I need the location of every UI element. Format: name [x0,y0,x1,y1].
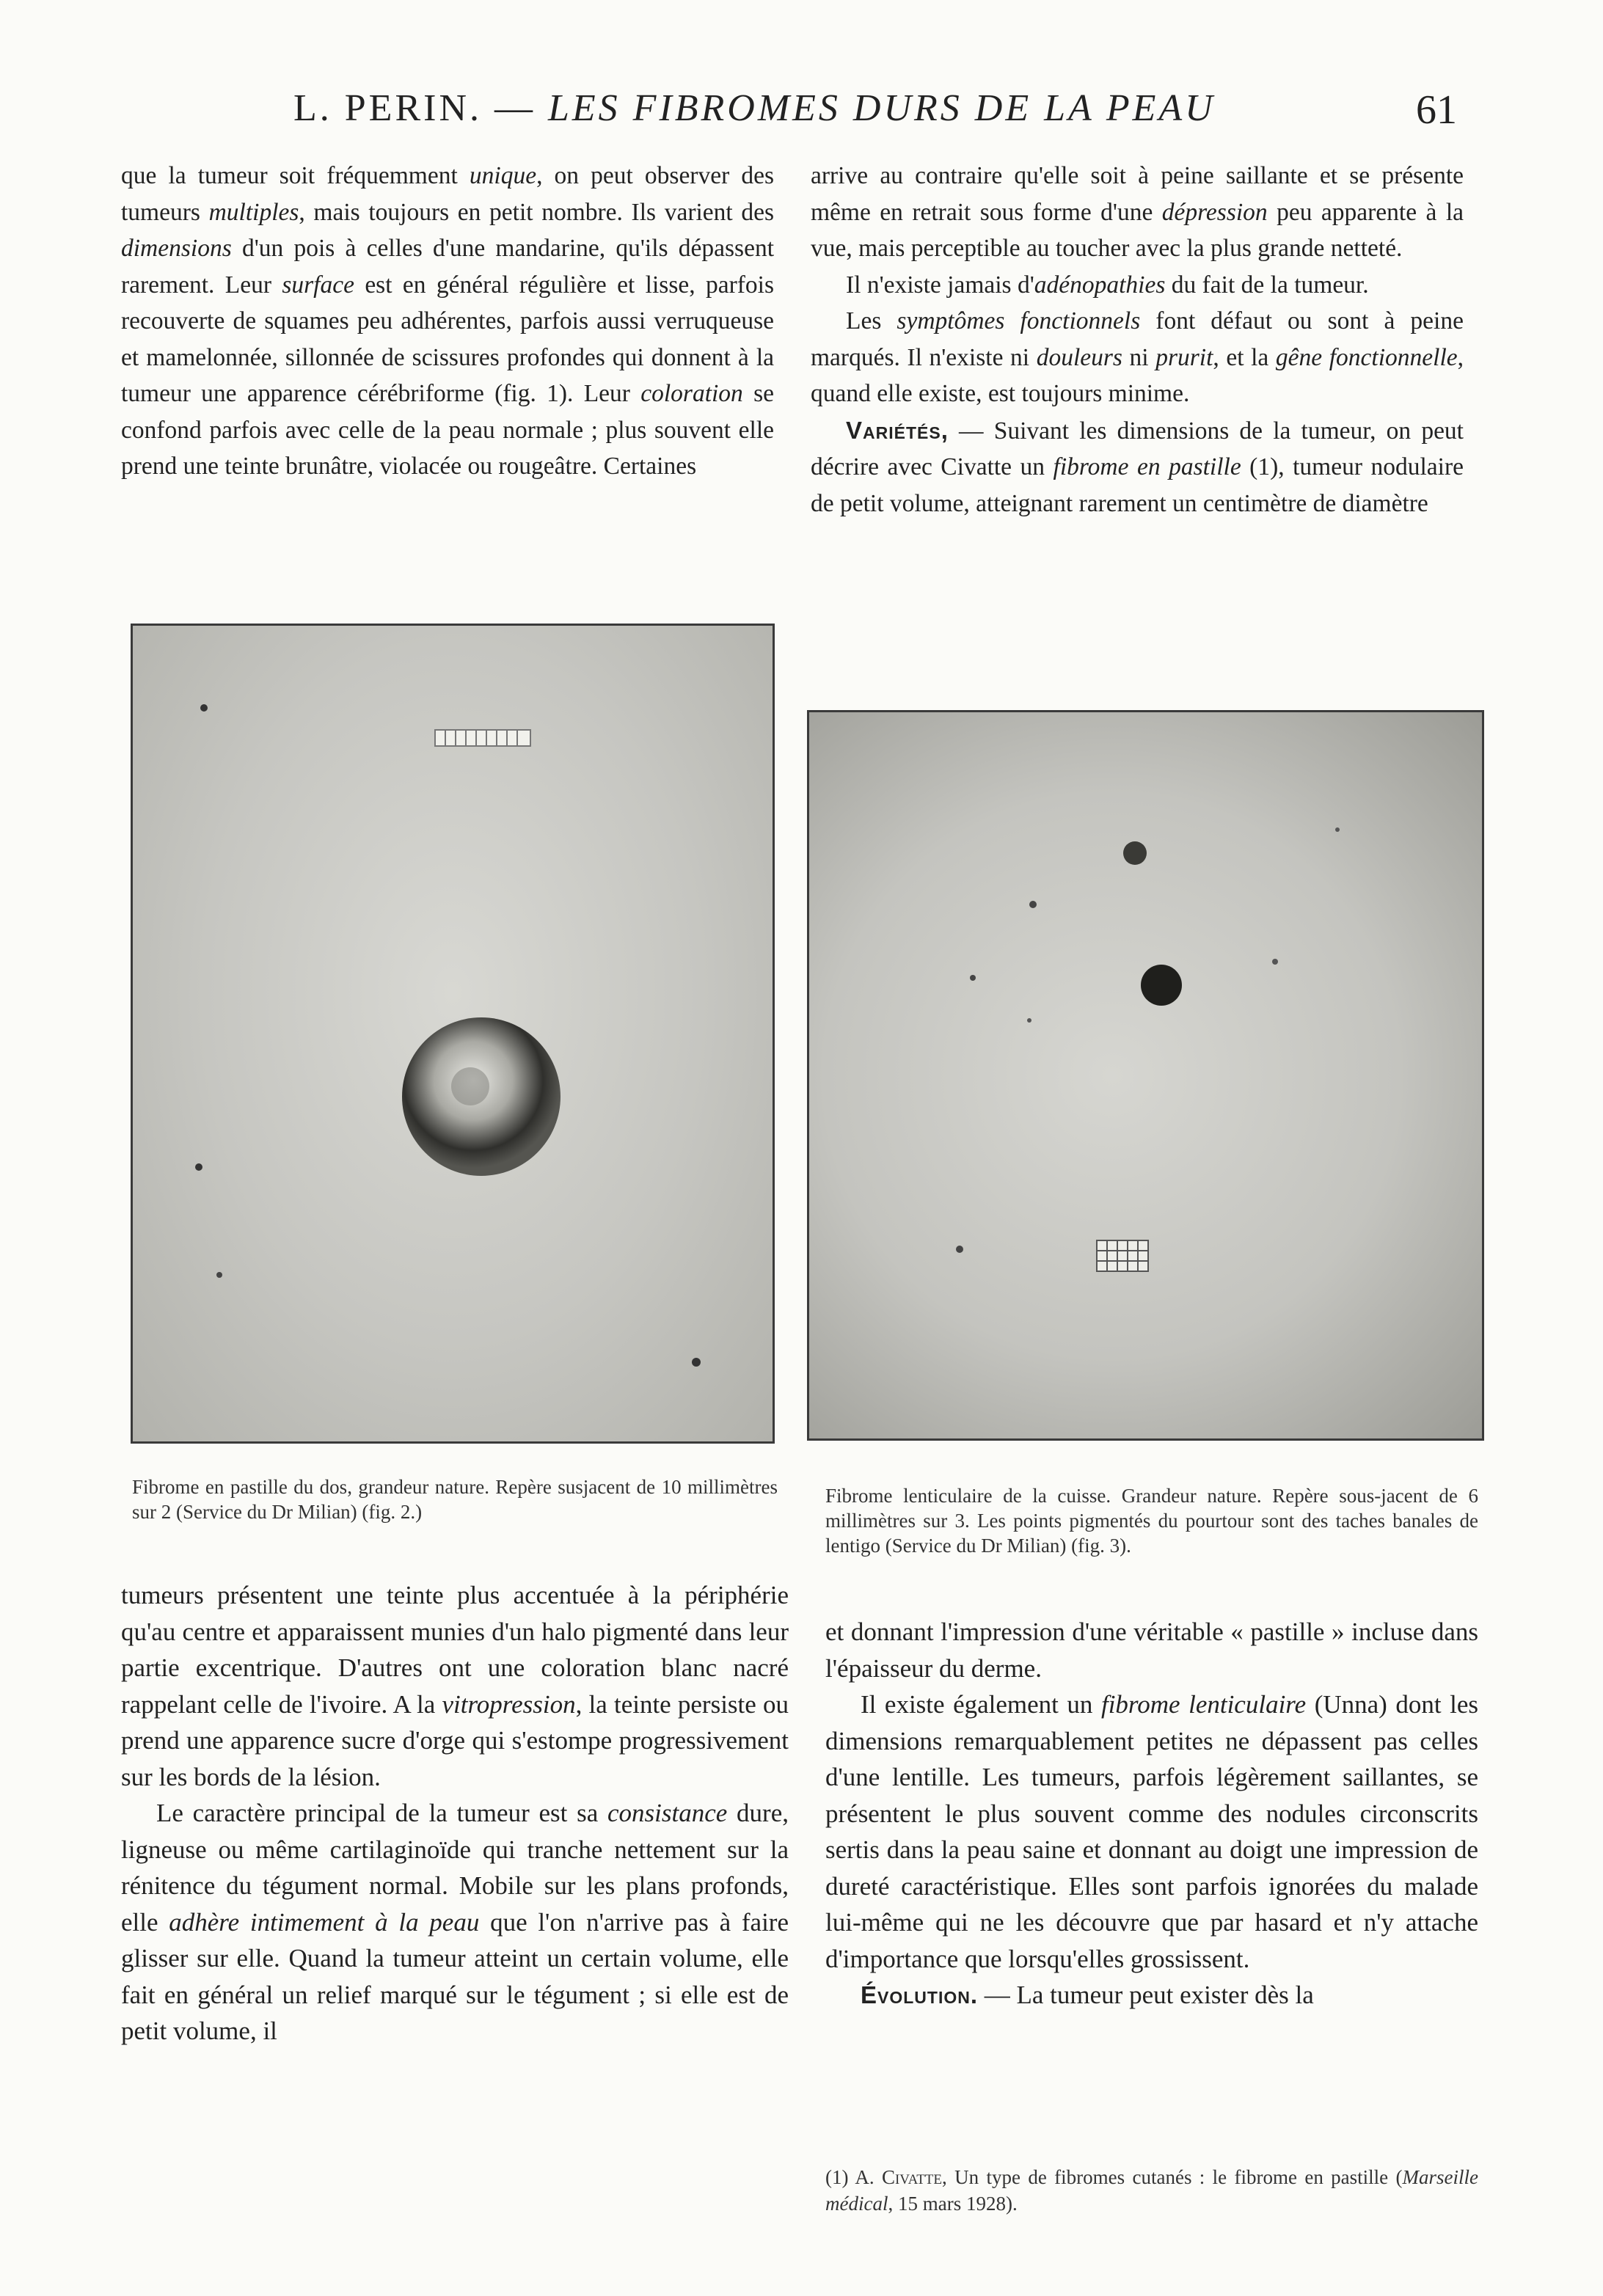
right-column-top [811,158,1464,522]
paragraph: Évolution. — La tumeur peut exister dès la [861,1981,1314,2009]
section-heading-evolution: Évolution. [861,1981,979,2008]
figure-3-caption: Fibrome lenticulaire de la cuisse. Grandeur nature. Repère sous-jacent de 6 millimètres sur 3. Les points pigmentés du pourtour sont des taches banales de lentigo (Service du Dr Milian) (fig. 3). [825,1485,1478,1557]
left-column-bottom [121,1577,789,2050]
figure-2-photo [131,624,775,1444]
scale-marker [435,730,530,746]
figure-2-caption: Fibrome en pastille du dos, grandeur nature. Repère susjacent de 10 millimètres sur 2 (Service du Dr Milian) (fig. 2.) [132,1476,778,1523]
right-column-bottom [825,1614,1478,2014]
page-number: 61 [1416,87,1457,133]
figure-3-photo [807,710,1484,1441]
paragraph: et donnant l'impression d'une véritable « pastille » incluse dans l'épaisseur du derme. [825,1617,1478,1683]
section-heading-varietes: Variétés, [846,416,949,444]
paragraph: tumeurs présentent une teinte plus accentuée à la périphérie qu'au centre et apparaissent munies d'un halo pigmenté dans leur partie excentrique. D'autres ont une coloration blanc nacré rappelant celle de l'ivoire. A la vitropression, la teinte persiste ou prend une apparence sucre d'orge qui s'estompe progressivement sur les bords de la lésion. [121,1581,789,1791]
left-column-top [121,158,774,485]
footnote: (1) A. Civatte, Un type de fibromes cutanés : le fibrome en pastille (Marseille médical, 15 mars 1928). [825,2166,1478,2215]
header-author: L. PERIN. [293,87,482,129]
paragraph: que la tumeur soit fréquemment unique, on peut observer des tumeurs multiples, mais toujours en petit nombre. Ils varient des dimensions d'un pois à celles d'une mandarine, qu'ils dépassent rarement. Leur surface est en général régulière et lisse, parfois recouverte de squames peu adhérentes, parfois aussi verruqueuse et mamelonnée, sillonnée de scissures profondes qui donnent à la tumeur une apparence cérébriforme (fig. 1). Leur coloration se confond parfois avec celle de la peau normale ; plus souvent elle prend une teinte brunâtre, violacée ou rougeâtre. Certaines [121,162,775,480]
paragraph: Les symptômes fonctionnels font défaut ou sont à peine marqués. Il n'existe ni douleurs ni prurit, et la gêne fonctionnelle, quand elle existe, est toujours minime. [811,307,1464,407]
paragraph: Il n'existe jamais d'adénopathies du fait de la tumeur. [846,271,1369,299]
scale-marker [1097,1240,1148,1271]
header-separator: — [494,87,536,129]
paragraph: Il existe également un fibrome lenticulaire (Unna) dont les dimensions remarquablement petites ne dépassent pas celles d'une lentille. Les tumeurs, parfois légèrement saillantes, se présentent le plus souvent comme des nodules circonscrits sertis dans la peau saine et donnant au doigt une impression de dureté caractéristique. Elles sont parfois ignorées du malade lui-même qui ne les découvre que par hasard et n'y attache d'importance que lorsqu'elles grossissent. [825,1690,1478,1973]
header-title: LES FIBROMES DURS DE LA PEAU [548,87,1216,129]
paragraph: arrive au contraire qu'elle soit à peine saillante et se présente même en retrait sous forme d'une dépression peu apparente à la vue, mais perceptible au toucher avec la plus grande netteté. [811,162,1464,262]
figure-2-image [133,626,773,1441]
page-header [293,87,1321,130]
paragraph: Le caractère principal de la tumeur est sa consistance dure, ligneuse ou même cartilaginoïde qui tranche nettement sur la rénitence du tégument normal. Mobile sur les plans profonds, elle adhère intimement à la peau que l'on n'arrive pas à faire glisser sur elle. Quand la tumeur atteint un certain volume, elle fait en général un relief marqué sur le tégument ; si elle est de petit volume, il [121,1799,789,2045]
tumor-lenticulaire [1141,965,1182,1006]
figure-3-image [809,712,1482,1438]
paragraph: Variétés, — Suivant les dimensions de la tumeur, on peut décrire avec Civatte un fibrome en pastille (1), tumeur nodulaire de petit volume, atteignant rarement un centimètre de diamètre [811,416,1464,517]
